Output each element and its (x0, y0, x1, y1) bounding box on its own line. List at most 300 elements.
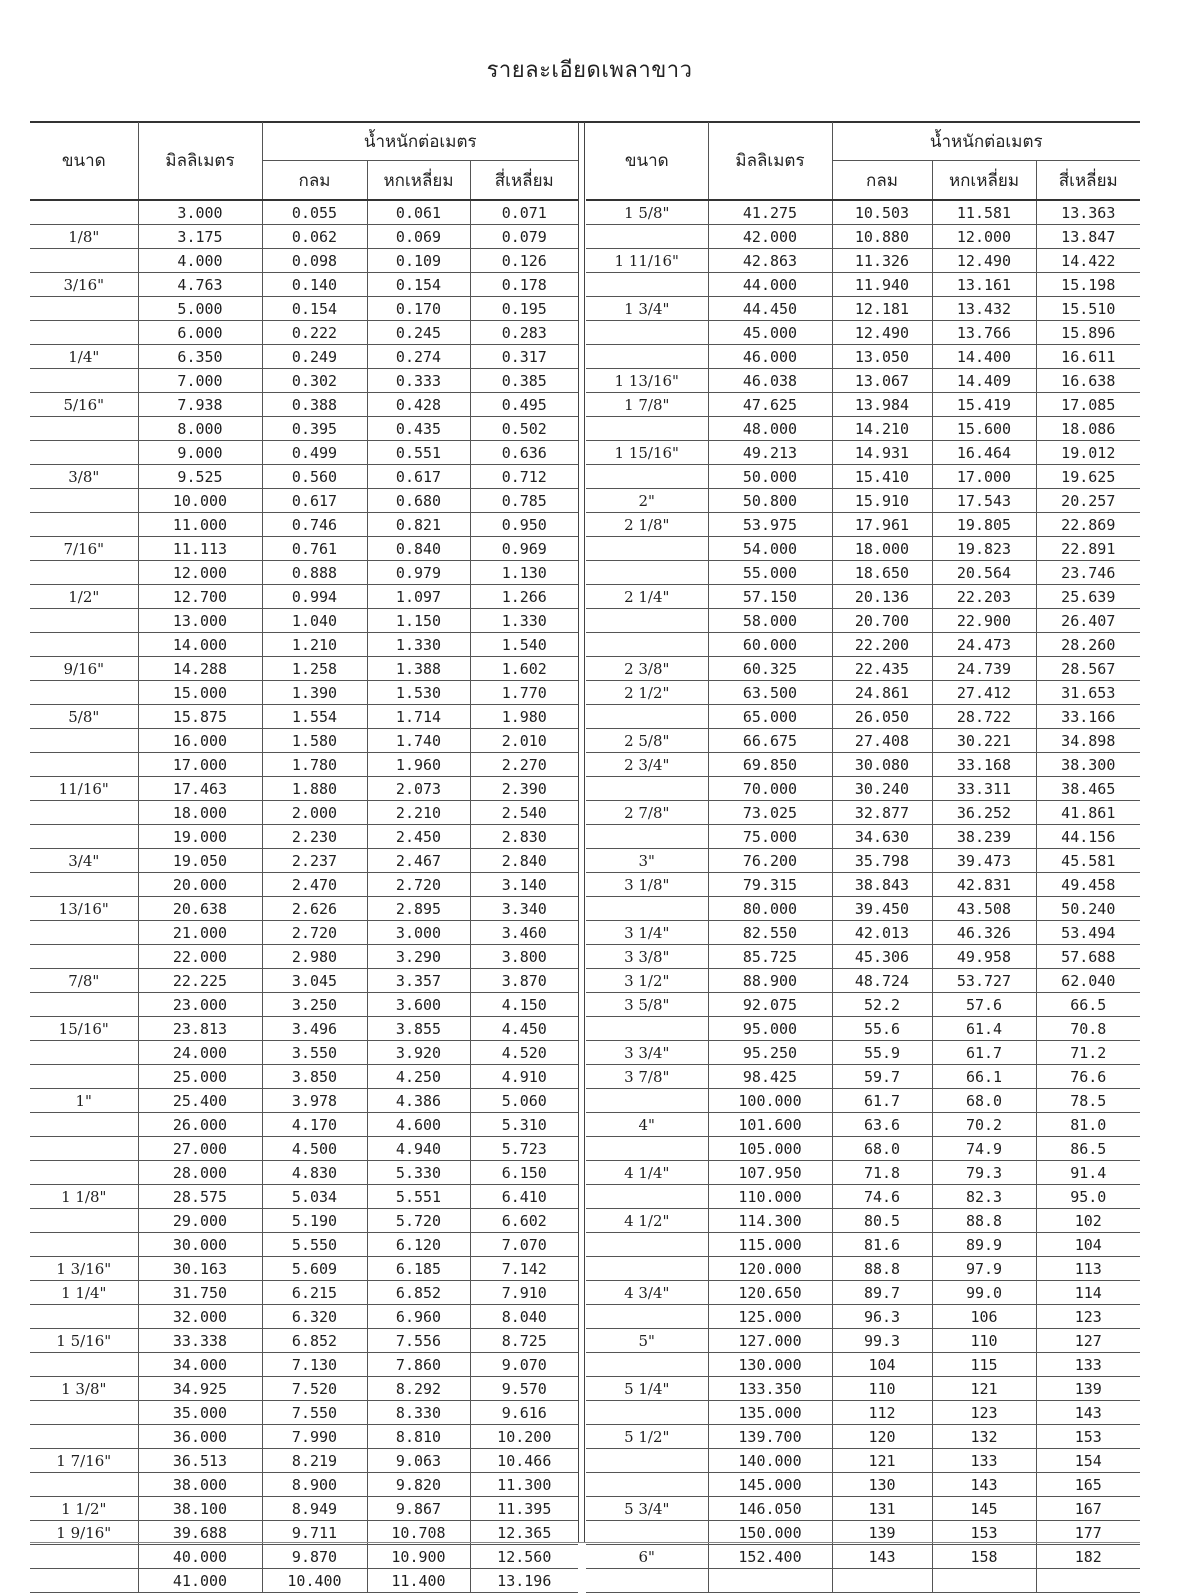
square-weight-cell: 41.861 (1036, 801, 1140, 825)
size-cell (30, 1545, 138, 1569)
mm-cell: 31.750 (138, 1281, 262, 1305)
size-cell: 9/16" (30, 657, 138, 681)
size-cell (30, 729, 138, 753)
round-weight-cell: 2.470 (262, 873, 367, 897)
square-weight-cell: 1.980 (470, 705, 578, 729)
hex-weight-cell: 3.600 (367, 993, 470, 1017)
round-weight-cell: 5.550 (262, 1233, 367, 1257)
square-weight-cell: 182 (1036, 1545, 1140, 1569)
table-row (586, 249, 1140, 273)
square-weight-cell: 0.317 (470, 345, 578, 369)
table-row (30, 1017, 578, 1041)
table-row (586, 393, 1140, 417)
square-weight-cell: 15.510 (1036, 297, 1140, 321)
table-row (586, 777, 1140, 801)
size-cell: 1/4" (30, 345, 138, 369)
mm-cell: 44.000 (708, 273, 832, 297)
size-cell: 1 15/16" (586, 441, 708, 465)
hex-weight-cell: 42.831 (932, 873, 1036, 897)
size-cell: 3/8" (30, 465, 138, 489)
mm-cell: 12.700 (138, 585, 262, 609)
hex-weight-cell: 7.860 (367, 1353, 470, 1377)
table-row (30, 489, 578, 513)
round-weight-cell: 5.609 (262, 1257, 367, 1281)
hex-weight-cell: 68.0 (932, 1089, 1036, 1113)
round-weight-cell: 0.746 (262, 513, 367, 537)
square-weight-cell: 0.969 (470, 537, 578, 561)
square-weight-cell: 1.266 (470, 585, 578, 609)
round-weight-cell: 3.045 (262, 969, 367, 993)
mm-cell: 19.000 (138, 825, 262, 849)
size-cell (30, 1233, 138, 1257)
round-weight-cell: 52.2 (832, 993, 932, 1017)
round-weight-cell: 10.503 (832, 200, 932, 225)
square-weight-cell: 95.0 (1036, 1185, 1140, 1209)
hex-weight-cell: 39.473 (932, 849, 1036, 873)
round-weight-cell: 3.250 (262, 993, 367, 1017)
size-cell: 2 7/8" (586, 801, 708, 825)
table-row (30, 825, 578, 849)
round-weight-cell: 27.408 (832, 729, 932, 753)
square-weight-cell: 11.395 (470, 1497, 578, 1521)
round-weight-cell: 13.067 (832, 369, 932, 393)
round-weight-cell: 1.580 (262, 729, 367, 753)
square-weight-cell: 53.494 (1036, 921, 1140, 945)
mm-cell: 53.975 (708, 513, 832, 537)
size-cell (30, 753, 138, 777)
square-weight-cell: 22.869 (1036, 513, 1140, 537)
size-cell (30, 633, 138, 657)
round-weight-cell: 104 (832, 1353, 932, 1377)
square-weight-cell: 11.300 (470, 1473, 578, 1497)
square-weight-cell: 3.140 (470, 873, 578, 897)
mm-cell: 110.000 (708, 1185, 832, 1209)
hex-weight-cell: 133 (932, 1449, 1036, 1473)
square-weight-cell: 10.466 (470, 1449, 578, 1473)
header-mm: มิลลิเมตร (138, 122, 262, 200)
hex-weight-cell: 0.428 (367, 393, 470, 417)
mm-cell: 27.000 (138, 1137, 262, 1161)
square-weight-cell: 15.198 (1036, 273, 1140, 297)
table-row (586, 873, 1140, 897)
hex-weight-cell: 97.9 (932, 1257, 1036, 1281)
mm-cell: 95.000 (708, 1017, 832, 1041)
square-weight-cell: 6.602 (470, 1209, 578, 1233)
square-weight-cell: 66.5 (1036, 993, 1140, 1017)
hex-weight-cell: 6.185 (367, 1257, 470, 1281)
round-weight-cell: 20.700 (832, 609, 932, 633)
table-row (30, 1473, 578, 1497)
mm-cell: 55.000 (708, 561, 832, 585)
round-weight-cell: 81.6 (832, 1233, 932, 1257)
size-cell (586, 1449, 708, 1473)
mm-cell: 100.000 (708, 1089, 832, 1113)
table-row (586, 1209, 1140, 1233)
hex-weight-cell: 1.960 (367, 753, 470, 777)
mm-cell: 23.813 (138, 1017, 262, 1041)
size-cell (30, 1425, 138, 1449)
size-cell (30, 921, 138, 945)
size-cell: 1 7/16" (30, 1449, 138, 1473)
hex-weight-cell: 8.810 (367, 1425, 470, 1449)
hex-weight-cell: 36.252 (932, 801, 1036, 825)
table-row (30, 537, 578, 561)
size-cell (30, 993, 138, 1017)
table-row (586, 200, 1140, 225)
mm-cell: 30.163 (138, 1257, 262, 1281)
hex-weight-cell: 3.357 (367, 969, 470, 993)
mm-cell: 70.000 (708, 777, 832, 801)
table-row (30, 1185, 578, 1209)
hex-weight-cell: 2.210 (367, 801, 470, 825)
square-weight-cell: 2.840 (470, 849, 578, 873)
square-weight-cell: 45.581 (1036, 849, 1140, 873)
size-cell: 1 13/16" (586, 369, 708, 393)
hex-weight-cell: 61.4 (932, 1017, 1036, 1041)
round-weight-cell: 0.154 (262, 297, 367, 321)
hex-weight-cell: 19.823 (932, 537, 1036, 561)
header-size: ขนาด (586, 122, 708, 200)
square-weight-cell: 76.6 (1036, 1065, 1140, 1089)
table-row (30, 1281, 578, 1305)
table-row (30, 1233, 578, 1257)
table-row (586, 1017, 1140, 1041)
size-cell: 7/8" (30, 969, 138, 993)
mm-cell: 18.000 (138, 801, 262, 825)
table-row (586, 1161, 1140, 1185)
square-weight-cell: 133 (1036, 1353, 1140, 1377)
size-cell (586, 561, 708, 585)
mm-cell: 50.800 (708, 489, 832, 513)
square-weight-cell: 10.200 (470, 1425, 578, 1449)
table-row (30, 945, 578, 969)
round-weight-cell: 5.190 (262, 1209, 367, 1233)
square-weight-cell: 0.950 (470, 513, 578, 537)
table-row (30, 1137, 578, 1161)
mm-cell: 114.300 (708, 1209, 832, 1233)
hex-weight-cell: 2.073 (367, 777, 470, 801)
round-weight-cell: 2.237 (262, 849, 367, 873)
bottom-rule (30, 1542, 1140, 1543)
table-row (30, 1521, 578, 1545)
size-cell (586, 321, 708, 345)
size-cell (586, 273, 708, 297)
size-cell: 1 1/2" (30, 1497, 138, 1521)
mm-cell: 19.050 (138, 849, 262, 873)
hex-weight-cell: 4.386 (367, 1089, 470, 1113)
size-cell: 1 7/8" (586, 393, 708, 417)
table-row (586, 1449, 1140, 1473)
header-mm: มิลลิเมตร (708, 122, 832, 200)
round-weight-cell: 6.215 (262, 1281, 367, 1305)
square-weight-cell: 154 (1036, 1449, 1140, 1473)
hex-weight-cell: 22.203 (932, 585, 1036, 609)
round-weight-cell: 35.798 (832, 849, 932, 873)
size-cell (586, 1353, 708, 1377)
table-row (30, 1329, 578, 1353)
round-weight-cell: 130 (832, 1473, 932, 1497)
mm-cell: 11.000 (138, 513, 262, 537)
hex-weight-cell: 38.239 (932, 825, 1036, 849)
table-row (586, 513, 1140, 537)
mm-cell: 42.863 (708, 249, 832, 273)
mm-cell: 7.938 (138, 393, 262, 417)
square-weight-cell: 8.725 (470, 1329, 578, 1353)
table-row (30, 513, 578, 537)
round-weight-cell: 3.550 (262, 1041, 367, 1065)
round-weight-cell: 0.617 (262, 489, 367, 513)
square-weight-cell: 143 (1036, 1401, 1140, 1425)
round-weight-cell: 9.711 (262, 1521, 367, 1545)
square-weight-cell: 50.240 (1036, 897, 1140, 921)
square-weight-cell: 123 (1036, 1305, 1140, 1329)
round-weight-cell: 2.626 (262, 897, 367, 921)
hex-weight-cell: 3.290 (367, 945, 470, 969)
hex-weight-cell: 0.840 (367, 537, 470, 561)
table-row (586, 417, 1140, 441)
size-cell: 2" (586, 489, 708, 513)
hex-weight-cell: 10.708 (367, 1521, 470, 1545)
table-row (586, 369, 1140, 393)
size-cell (30, 417, 138, 441)
hex-weight-cell: 143 (932, 1473, 1036, 1497)
round-weight-cell: 61.7 (832, 1089, 932, 1113)
size-cell: 1" (30, 1089, 138, 1113)
round-weight-cell: 59.7 (832, 1065, 932, 1089)
size-cell (586, 1089, 708, 1113)
mm-cell: 34.925 (138, 1377, 262, 1401)
hex-weight-cell: 6.120 (367, 1233, 470, 1257)
hex-weight-cell: 43.508 (932, 897, 1036, 921)
mm-cell: 15.875 (138, 705, 262, 729)
round-weight-cell: 14.210 (832, 417, 932, 441)
hex-weight-cell: 145 (932, 1497, 1036, 1521)
mm-cell: 14.288 (138, 657, 262, 681)
round-weight-cell: 121 (832, 1449, 932, 1473)
size-cell (30, 1041, 138, 1065)
hex-weight-cell: 15.419 (932, 393, 1036, 417)
size-cell: 1 1/4" (30, 1281, 138, 1305)
square-weight-cell: 0.495 (470, 393, 578, 417)
square-weight-cell: 9.070 (470, 1353, 578, 1377)
hex-weight-cell: 1.388 (367, 657, 470, 681)
mm-cell: 6.350 (138, 345, 262, 369)
mm-cell: 36.000 (138, 1425, 262, 1449)
size-cell: 3 1/8" (586, 873, 708, 897)
table-row (586, 1137, 1140, 1161)
mm-cell: 57.150 (708, 585, 832, 609)
square-weight-cell: 104 (1036, 1233, 1140, 1257)
hex-weight-cell: 8.292 (367, 1377, 470, 1401)
size-cell: 3 1/2" (586, 969, 708, 993)
table-row (586, 681, 1140, 705)
hex-weight-cell: 11.581 (932, 200, 1036, 225)
table-row (586, 1569, 1140, 1593)
round-weight-cell: 143 (832, 1545, 932, 1569)
square-weight-cell: 12.365 (470, 1521, 578, 1545)
square-weight-cell: 1.540 (470, 633, 578, 657)
mm-cell: 4.763 (138, 273, 262, 297)
hex-weight-cell: 70.2 (932, 1113, 1036, 1137)
mm-cell: 35.000 (138, 1401, 262, 1425)
square-weight-cell: 13.363 (1036, 200, 1140, 225)
round-weight-cell: 13.050 (832, 345, 932, 369)
square-weight-cell: 3.870 (470, 969, 578, 993)
hex-weight-cell: 0.170 (367, 297, 470, 321)
mm-cell: 12.000 (138, 561, 262, 585)
size-cell (30, 873, 138, 897)
hex-weight-cell: 0.617 (367, 465, 470, 489)
hex-weight-cell: 1.330 (367, 633, 470, 657)
square-weight-cell: 9.570 (470, 1377, 578, 1401)
size-cell: 4 3/4" (586, 1281, 708, 1305)
square-weight-cell: 81.0 (1036, 1113, 1140, 1137)
size-cell (586, 897, 708, 921)
size-cell: 1/2" (30, 585, 138, 609)
round-weight-cell: 3.978 (262, 1089, 367, 1113)
hex-weight-cell: 2.720 (367, 873, 470, 897)
hex-weight-cell: 0.979 (367, 561, 470, 585)
mm-cell: 130.000 (708, 1353, 832, 1377)
square-weight-cell: 8.040 (470, 1305, 578, 1329)
double-divider (578, 122, 586, 1542)
mm-cell: 80.000 (708, 897, 832, 921)
hex-weight-cell (932, 1569, 1036, 1593)
round-weight-cell: 22.435 (832, 657, 932, 681)
round-weight-cell: 7.990 (262, 1425, 367, 1449)
round-weight-cell: 9.870 (262, 1545, 367, 1569)
size-cell (30, 321, 138, 345)
round-weight-cell: 0.499 (262, 441, 367, 465)
square-weight-cell: 13.196 (470, 1569, 578, 1593)
size-cell: 3 1/4" (586, 921, 708, 945)
round-weight-cell: 38.843 (832, 873, 932, 897)
left-table-panel (30, 122, 578, 1593)
mm-cell: 20.000 (138, 873, 262, 897)
mm-cell: 6.000 (138, 321, 262, 345)
square-weight-cell: 12.560 (470, 1545, 578, 1569)
size-cell: 2 1/4" (586, 585, 708, 609)
hex-weight-cell: 6.960 (367, 1305, 470, 1329)
round-weight-cell: 1.258 (262, 657, 367, 681)
size-cell (30, 1401, 138, 1425)
table-row (586, 1377, 1140, 1401)
hex-weight-cell: 4.600 (367, 1113, 470, 1137)
hex-weight-cell: 33.168 (932, 753, 1036, 777)
hex-weight-cell: 0.821 (367, 513, 470, 537)
table-row (586, 705, 1140, 729)
round-weight-cell: 0.055 (262, 200, 367, 225)
left-table-body (30, 200, 578, 1593)
square-weight-cell: 2.390 (470, 777, 578, 801)
table-row (586, 225, 1140, 249)
size-cell (30, 297, 138, 321)
square-weight-cell: 4.450 (470, 1017, 578, 1041)
table-row (586, 585, 1140, 609)
mm-cell: 98.425 (708, 1065, 832, 1089)
table-row (30, 729, 578, 753)
mm-cell: 152.400 (708, 1545, 832, 1569)
hex-weight-cell: 33.311 (932, 777, 1036, 801)
square-weight-cell: 2.270 (470, 753, 578, 777)
round-weight-cell: 3.850 (262, 1065, 367, 1089)
size-cell: 1 3/4" (586, 297, 708, 321)
size-cell (586, 1401, 708, 1425)
mm-cell: 92.075 (708, 993, 832, 1017)
table-row (586, 1281, 1140, 1305)
round-weight-cell: 8.949 (262, 1497, 367, 1521)
table-row (586, 1545, 1140, 1569)
hex-weight-cell: 79.3 (932, 1161, 1036, 1185)
size-cell (586, 1185, 708, 1209)
table-row (586, 849, 1140, 873)
table-row (30, 273, 578, 297)
size-cell (586, 609, 708, 633)
size-cell (586, 1257, 708, 1281)
round-weight-cell: 8.900 (262, 1473, 367, 1497)
mm-cell: 125.000 (708, 1305, 832, 1329)
hex-weight-cell: 1.097 (367, 585, 470, 609)
size-cell: 5 1/4" (586, 1377, 708, 1401)
mm-cell: 28.575 (138, 1185, 262, 1209)
mm-cell: 140.000 (708, 1449, 832, 1473)
table-row (586, 1113, 1140, 1137)
square-weight-cell: 20.257 (1036, 489, 1140, 513)
hex-weight-cell: 49.958 (932, 945, 1036, 969)
hex-weight-cell: 5.720 (367, 1209, 470, 1233)
round-weight-cell: 1.780 (262, 753, 367, 777)
hex-weight-cell: 158 (932, 1545, 1036, 1569)
round-weight-cell: 3.496 (262, 1017, 367, 1041)
square-weight-cell: 5.310 (470, 1113, 578, 1137)
size-cell: 6" (586, 1545, 708, 1569)
square-weight-cell: 26.407 (1036, 609, 1140, 633)
round-weight-cell: 2.980 (262, 945, 367, 969)
mm-cell: 45.000 (708, 321, 832, 345)
mm-cell: 5.000 (138, 297, 262, 321)
table-row (30, 369, 578, 393)
table-row (30, 297, 578, 321)
square-weight-cell: 7.142 (470, 1257, 578, 1281)
round-weight-cell: 0.140 (262, 273, 367, 297)
table-row (586, 1401, 1140, 1425)
mm-cell: 50.000 (708, 465, 832, 489)
size-cell (586, 1569, 708, 1593)
round-weight-cell: 4.500 (262, 1137, 367, 1161)
table-row (586, 1305, 1140, 1329)
size-cell (586, 1521, 708, 1545)
square-weight-cell: 49.458 (1036, 873, 1140, 897)
hex-weight-cell: 12.000 (932, 225, 1036, 249)
table-row (586, 441, 1140, 465)
size-cell: 5 3/4" (586, 1497, 708, 1521)
hex-weight-cell: 153 (932, 1521, 1036, 1545)
mm-cell: 105.000 (708, 1137, 832, 1161)
size-cell: 2 3/8" (586, 657, 708, 681)
size-cell (586, 537, 708, 561)
table-row (30, 969, 578, 993)
square-weight-cell: 0.178 (470, 273, 578, 297)
table-row (30, 633, 578, 657)
size-cell (586, 465, 708, 489)
hex-weight-cell: 1.150 (367, 609, 470, 633)
table-row (30, 249, 578, 273)
table-row (586, 945, 1140, 969)
mm-cell: 139.700 (708, 1425, 832, 1449)
square-weight-cell: 0.785 (470, 489, 578, 513)
mm-cell: 33.338 (138, 1329, 262, 1353)
round-weight-cell: 110 (832, 1377, 932, 1401)
